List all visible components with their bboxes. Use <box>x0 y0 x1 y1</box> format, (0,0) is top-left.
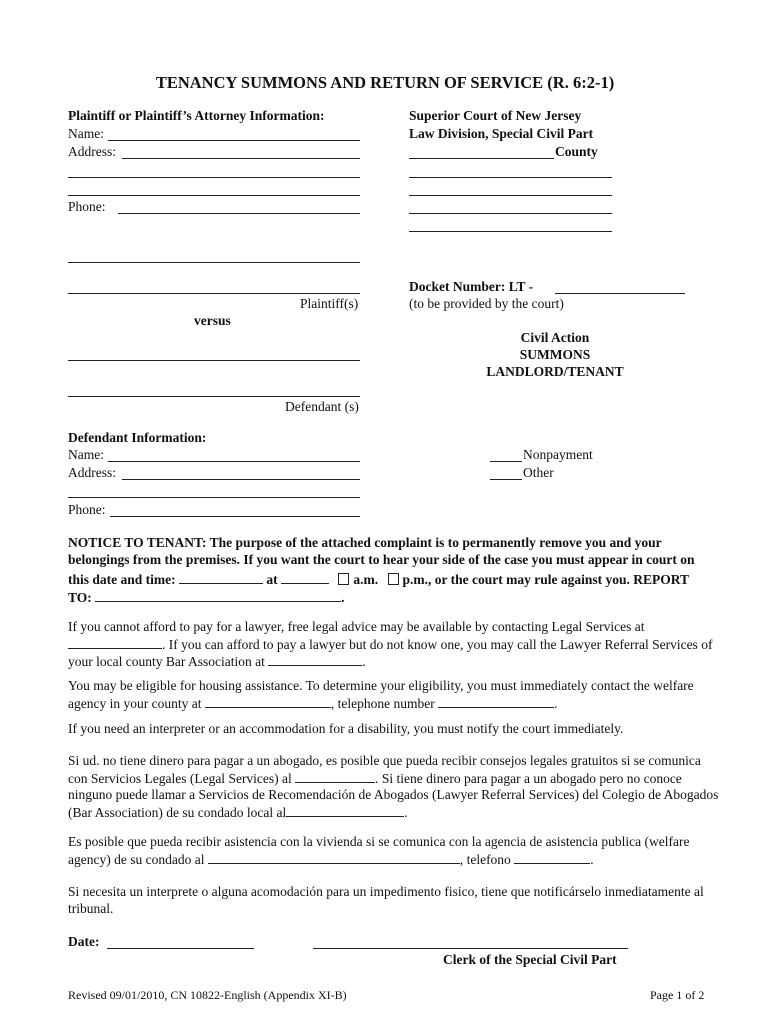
court-time-field[interactable] <box>281 571 329 584</box>
landlord-tenant-label: LANDLORD/TENANT <box>486 364 624 379</box>
plaintiff-address-field[interactable] <box>122 158 360 159</box>
form-title: TENANCY SUMMONS AND RETURN OF SERVICE (R. 6:2-1) <box>155 73 615 92</box>
defendant-header: Defendant Information: <box>68 430 207 445</box>
docket-label: Docket Number: LT - <box>409 279 534 294</box>
p1-text-a: If you cannot afford to pay for a lawyer, free legal advice may be available by contacting Legal Services at <box>68 619 645 634</box>
p2-text-c: , telephone number <box>330 695 435 711</box>
p4-text-e: (Bar Association) de su condado local al <box>68 804 287 820</box>
court-address-line-2[interactable] <box>409 195 612 196</box>
p2-text-a: You may be eligible for housing assistance. To determine your eligibility, you must immediately contact the welfare <box>68 678 694 693</box>
welfare-phone-field[interactable] <box>438 695 554 708</box>
defendant-name-label: Name: <box>68 447 104 462</box>
plaintiff-name-field[interactable] <box>108 140 360 141</box>
p6-text-a: Si necesita un interprete o alguna acomodación para un impedimento fisico, tiene que notificárselo inmediatamente al <box>68 884 704 899</box>
p4-text-d: ninguno puede llamar a Servicios de Recomendación de Abogados (Lawyer Referral Services) del Colegio de Abogados <box>68 787 719 802</box>
notice-line-1: NOTICE TO TENANT: The purpose of the attached complaint is to permanently remove you and your <box>68 535 662 550</box>
page-number: Page 1 of 2 <box>650 988 705 1002</box>
court-address-line-1[interactable] <box>409 177 612 178</box>
paragraph-legal-services: If you cannot afford to pay for a lawyer, free legal advice may be available by contacting Legal Services at . If you can afford to pay a lawyer but do not know one, you may call the Lawyer Referral Services of your local county Bar Association at . <box>68 619 713 669</box>
p4-text-a: Si ud. no tiene dinero para pagar a un abogado, es posible que pueda recibir consejos legales gratuitos si se comunica <box>68 753 701 768</box>
defendant-address-label: Address: <box>68 465 116 480</box>
paragraph-spanish-legal: Si ud. no tiene dinero para pagar a un abogado, es posible que pueda recibir consejos legales gratuitos si se comunica con Servicios Legales (Legal Services) al . Si tiene dinero para pagar a un abogado pero no conoce ninguno puede llamar a Servicios de Recomendación de Abogados (Lawyer Referral Services) del Colegio de Abogados (Bar Association) de su condado local al . <box>68 753 719 820</box>
versus-label: versus <box>194 313 231 328</box>
report-to-field[interactable] <box>95 589 341 602</box>
p5-text-c: , telefono <box>459 851 511 867</box>
p4-text-b: con Servicios Legales (Legal Services) al <box>68 770 292 786</box>
am-checkbox[interactable] <box>338 573 349 585</box>
pm-checkbox[interactable] <box>388 573 399 585</box>
defendant-caption: Defendant (s) <box>285 399 359 414</box>
docket-number-field[interactable] <box>555 293 685 294</box>
welfare-agency-field[interactable] <box>205 695 331 708</box>
p5-text-b: agency) de su condado al <box>68 851 205 867</box>
court-date-field[interactable] <box>179 571 263 584</box>
defendant-address-line-2[interactable] <box>68 497 360 498</box>
date-label: Date: <box>68 934 100 949</box>
telefono-field[interactable] <box>514 851 590 864</box>
court-address-line-3[interactable] <box>409 213 612 214</box>
other-checkbox-line[interactable] <box>490 479 522 480</box>
p4-text-c: . Si tiene dinero para pagar a un abogado pero no conoce <box>375 770 682 786</box>
other-label: Other <box>523 465 554 480</box>
defendant-phone-label: Phone: <box>68 502 106 517</box>
plaintiff-name-label: Name: <box>68 126 104 141</box>
plaintiff-address-label: Address: <box>68 144 116 159</box>
notice-line-2: belongings from the premises. If you want the court to hear your side of the case you must appear in court on <box>68 552 695 567</box>
p5-text-a: Es posible que pueda recibir asistencia con la vivienda si se comunica con la agencia de asistencia publica (welfare <box>68 834 690 849</box>
pm-label: p.m., or the court may rule against you. REPORT <box>402 572 690 587</box>
nonpayment-label: Nonpayment <box>523 447 593 462</box>
date-field[interactable] <box>107 948 254 949</box>
p2-text-b: agency in your county at <box>68 695 202 711</box>
county-field[interactable] <box>409 158 554 159</box>
plaintiff-phone-field[interactable] <box>118 213 360 214</box>
paragraph-spanish-housing: Es posible que pueda recibir asistencia con la vivienda si se comunica con la agencia de asistencia publica (welfare agency) de su condado al , telefono . <box>68 834 690 867</box>
county-label: County <box>555 144 598 159</box>
defendant-name-line-1[interactable] <box>68 360 360 361</box>
plaintiff-header: Plaintiff or Plaintiff’s Attorney Information: <box>68 108 325 123</box>
colegio-phone-field[interactable] <box>286 804 404 817</box>
notice-line-4: TO: . <box>68 590 345 605</box>
plaintiff-phone-label: Phone: <box>68 199 106 214</box>
paragraph-housing-assistance: You may be eligible for housing assistance. To determine your eligibility, you must immediately contact the welfare agency in your county at , telephone number . <box>68 678 694 711</box>
civil-action-label: Civil Action <box>520 330 590 345</box>
court-address-line-4[interactable] <box>409 231 612 232</box>
p6-text-b: tribunal. <box>68 900 114 916</box>
nonpayment-checkbox-line[interactable] <box>490 461 522 462</box>
docket-note: (to be provided by the court) <box>409 296 564 311</box>
defendant-address-field[interactable] <box>122 479 360 480</box>
plaintiff-name-line-1[interactable] <box>68 262 360 263</box>
plaintiff-address-line-2[interactable] <box>68 177 360 178</box>
paragraph-spanish-interpreter <box>68 884 748 917</box>
legal-services-phone-field[interactable] <box>68 636 162 649</box>
clerk-signature-field[interactable] <box>313 948 628 949</box>
revision-note: Revised 09/01/2010, CN 10822-English (Appendix XI-B) <box>68 988 347 1002</box>
clerk-label: Clerk of the Special Civil Part <box>443 952 617 967</box>
notice-line-3 <box>68 571 689 588</box>
defendant-name-line-2[interactable] <box>68 396 360 397</box>
defendant-name-field[interactable] <box>108 461 360 462</box>
summons-label: SUMMONS <box>519 347 591 362</box>
court-division: Law Division, Special Civil Part <box>409 126 594 141</box>
bar-association-phone-field[interactable] <box>268 653 362 666</box>
p3-text: If you need an interpreter or an accommodation for a disability, you must notify the court immediately. <box>68 721 624 736</box>
p1-text-c: your local county Bar Association at <box>68 654 265 669</box>
plaintiff-name-line-2[interactable] <box>68 293 360 294</box>
court-name: Superior Court of New Jersey <box>409 108 582 123</box>
agencia-field[interactable] <box>208 851 460 864</box>
report-to-label: TO: <box>68 590 92 605</box>
notice-at-label: at <box>266 572 278 587</box>
p1-text-b: . If you can afford to pay a lawyer but do not know one, you may call the Lawyer Referral Services of <box>162 636 713 652</box>
defendant-phone-field[interactable] <box>110 516 360 517</box>
servicios-legales-phone-field[interactable] <box>295 770 375 783</box>
paragraph-interpreter <box>68 721 748 738</box>
plaintiff-address-line-3[interactable] <box>68 195 360 196</box>
notice-date-label: this date and time: <box>68 572 176 587</box>
plaintiff-caption: Plaintiff(s) <box>300 296 359 311</box>
am-label: a.m. <box>353 572 379 587</box>
